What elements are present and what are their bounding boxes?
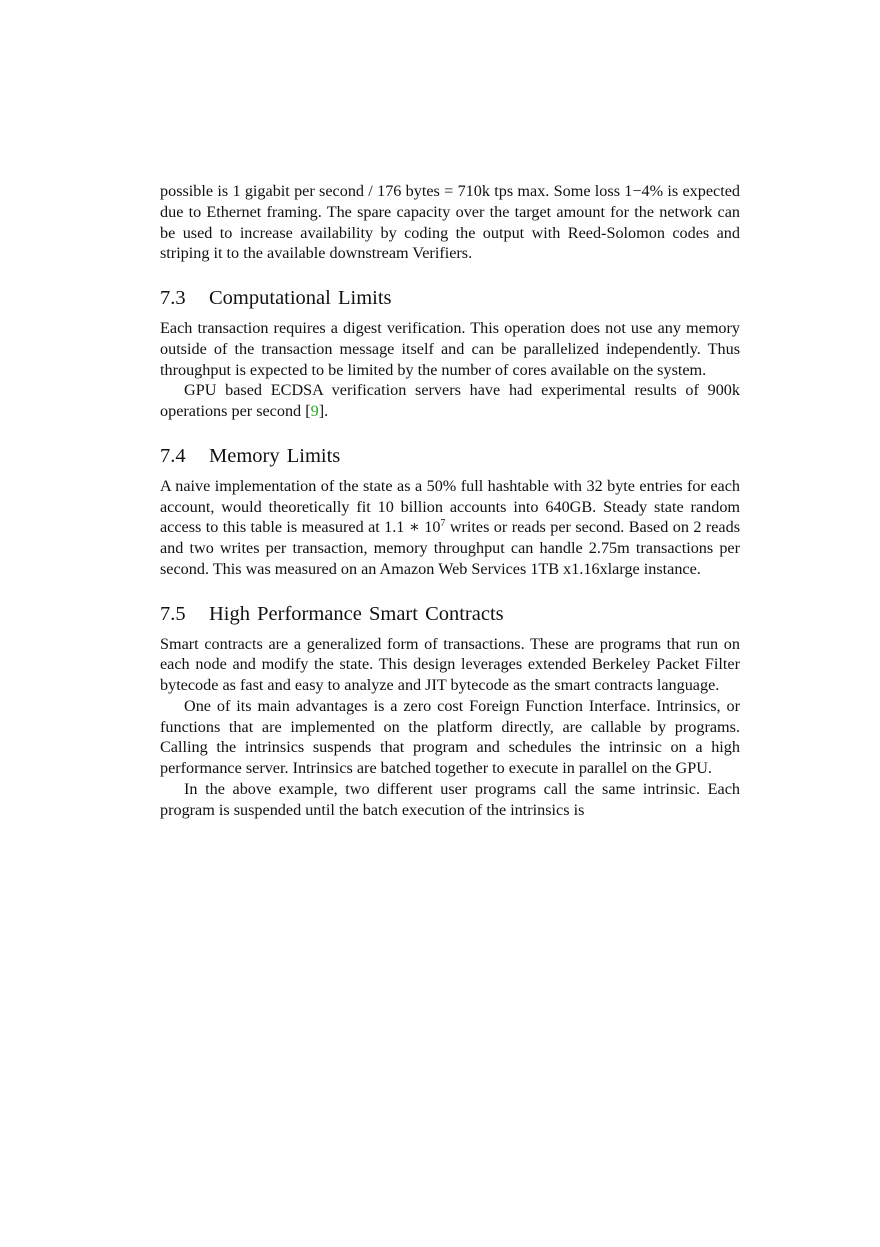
exponent: 7 bbox=[440, 518, 446, 530]
computational-limits-paragraph-1: Each transaction requires a digest verification. This operation does not use any memory outside of the transaction message itself and can be parallelized independently. Thus throughput is expected to be limited by the number of cores available on the system. bbox=[160, 319, 740, 379]
section-title: High Performance Smart Contracts bbox=[209, 602, 504, 625]
computational-limits-paragraph-2 bbox=[160, 380, 740, 422]
section-title: Computational Limits bbox=[209, 287, 392, 309]
paper-page bbox=[160, 181, 740, 820]
section-title: Memory Limits bbox=[209, 444, 341, 467]
intro-paragraph: possible is 1 gigabit per second / 176 bytes = 710k tps max. Some loss 1−4% is expected due to Ethernet framing. The spare capacity over the target amount for the network can be used to increase availability by coding the output with Reed-Solomon codes and striping it to the available downstream Verifiers. bbox=[160, 182, 740, 263]
section-heading-smart-contracts bbox=[160, 601, 740, 627]
paragraph-text: GPU based ECDSA verification servers have had experimental results of 900k operations per second [ bbox=[160, 381, 740, 420]
section-number: 7.4 bbox=[160, 444, 186, 467]
paragraph-text: ]. bbox=[318, 402, 329, 420]
memory-limits-paragraph-1 bbox=[160, 476, 740, 580]
section-heading-computational-limits bbox=[160, 285, 740, 311]
section-number: 7.3 bbox=[160, 287, 186, 309]
smart-contracts-paragraph-1: Smart contracts are a generalized form of transactions. These are programs that run on each node and modify the state. This design leverages extended Berkeley Packet Filter bytecode as fast and easy to analyze and JIT bytecode as the smart contracts language. bbox=[160, 634, 740, 694]
smart-contracts-paragraph-2: One of its main advantages is a zero cost Foreign Function Interface. Intrinsics, or functions that are implemented on the platform directly, are callable by programs. Calling the intrinsics suspends that program and schedules the intrinsic on a high performance server. Intrinsics are batched together to execute in parallel on the GPU. bbox=[160, 696, 740, 777]
smart-contracts-paragraph-3: In the above example, two different user programs call the same intrinsic. Each program is suspended until the batch execution of the intrinsics is bbox=[160, 779, 740, 819]
citation-link[interactable]: 9 bbox=[310, 402, 319, 420]
section-number: 7.5 bbox=[160, 602, 186, 625]
section-heading-memory-limits bbox=[160, 443, 740, 469]
paragraph-text: A naive implementation of the state as a 50% full hashtable with 32 byte entries for each account, would theoretically fit 10 billion accounts into 640GB. Steady state random access to this table is measured at 1.1 ∗ 10 bbox=[160, 476, 740, 537]
paragraph-text: writes or reads per second. Based on 2 reads and two writes per transaction, memory throughput can handle 2.75m transactions per second. This was measured on an Amazon Web Services 1TB x1.16xlarge instance. bbox=[160, 518, 740, 578]
